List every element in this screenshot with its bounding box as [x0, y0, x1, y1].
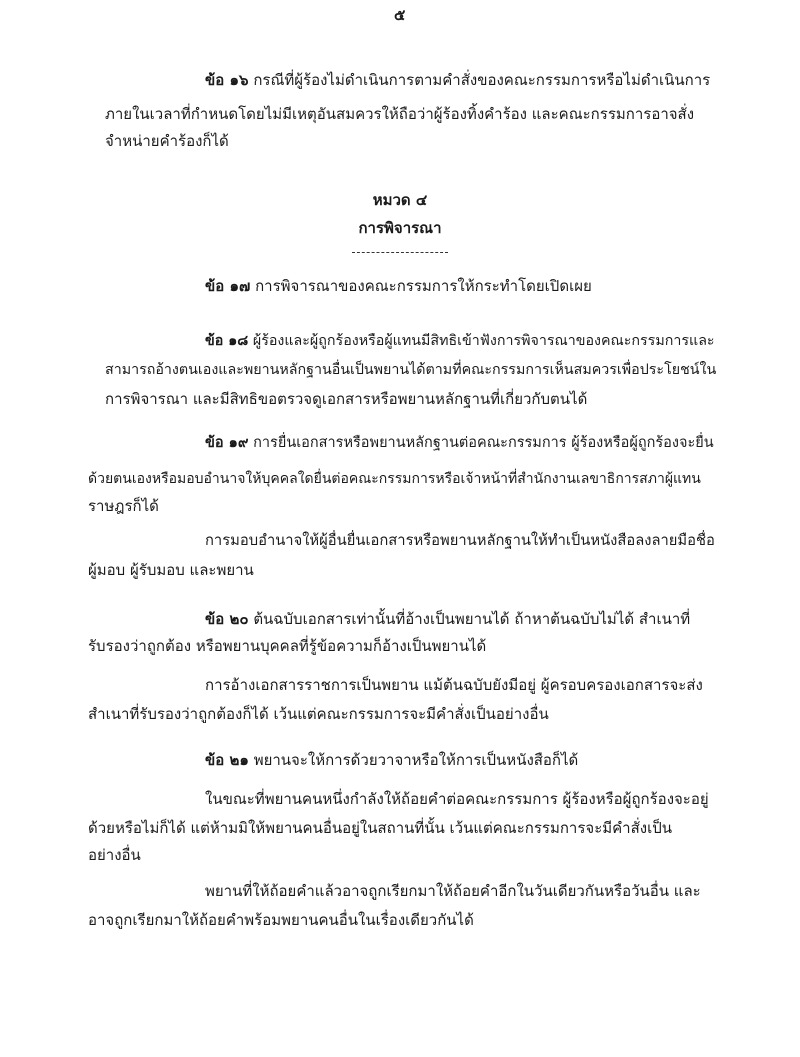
clause-21-para2-line-1: ในขณะที่พยานคนหนึ่งกำลังให้ถ้อยคำต่อคณะกรรมการ ผู้ร้องหรือผู้ถูกร้องจะอยู่: [205, 790, 709, 808]
clause-21-para2-line-2: ด้วยหรือไม่ก็ได้ แต่ห้ามมิให้พยานคนอื่นอยู่ในสถานที่นั้น เว้นแต่คณะกรรมการจะมีคำสั่งเป็น: [88, 819, 672, 837]
clause-17-line-1: ข้อ ๑๗ การพิจารณาของคณะกรรมการให้กระทำโดยเปิดเผย: [205, 277, 592, 295]
clause-19-line-2: ด้วยตนเองหรือมอบอำนาจให้บุคคลใดยื่นต่อคณะกรรมการหรือเจ้าหน้าที่สำนักงานเลขาธิการสภาผู้แทน: [88, 471, 701, 487]
clause-18-line-3: การพิจารณา และมีสิทธิขอตรวจดูเอกสารหรือพยานหลักฐานที่เกี่ยวกับตนได้: [105, 390, 588, 408]
clause-16-line-3: จำหน่ายคำร้องก็ได้: [105, 132, 229, 150]
clause-18-line-2: สามารถอ้างตนเองและพยานหลักฐานอื่นเป็นพยานได้ตามที่คณะกรรมการเห็นสมควรเพื่อประโยชน์ใน: [105, 362, 717, 378]
chapter-title: การพิจารณา: [358, 219, 442, 237]
divider-rule: [352, 252, 448, 253]
clause-19-label: ข้อ ๑๙: [205, 435, 249, 451]
clause-21-para3-line-1: พยานที่ให้ถ้อยคำแล้วอาจถูกเรียกมาให้ถ้อยคำอีกในวันเดียวกันหรือวันอื่น และ: [205, 882, 701, 900]
clause-18-label: ข้อ ๑๘: [205, 333, 249, 349]
clause-20-line-2: รับรองว่าถูกต้อง หรือพยานบุคคลที่รู้ข้อความก็อ้างเป็นพยานได้: [88, 637, 487, 655]
clause-21-label: ข้อ ๒๑: [205, 751, 249, 769]
clause-19-para2-line-1: การมอบอำนาจให้ผู้อื่นยื่นเอกสารหรือพยานหลักฐานให้ทำเป็นหนังสือลงลายมือชื่อ: [205, 532, 715, 549]
clause-19-para2-line-2: ผู้มอบ ผู้รับมอบ และพยาน: [88, 561, 254, 579]
clause-20-line-1: ข้อ ๒๐ ต้นฉบับเอกสารเท่านั้นที่อ้างเป็นพยานได้ ถ้าหาต้นฉบับไม่ได้ สำเนาที่: [205, 610, 691, 628]
chapter-heading: หมวด ๔: [372, 191, 428, 209]
clause-20-para2-line-2: สำเนาที่รับรองว่าถูกต้องก็ได้ เว้นแต่คณะกรรมการจะมีคำสั่งเป็นอย่างอื่น: [88, 705, 549, 723]
clause-17-label: ข้อ ๑๗: [205, 277, 251, 295]
clause-16-line-2: ภายในเวลาที่กำหนดโดยไม่มีเหตุอันสมควรให้ถือว่าผู้ร้องทิ้งคำร้อง และคณะกรรมการอาจสั่ง: [105, 105, 695, 123]
clause-20-para2-line-1: การอ้างเอกสารราชการเป็นพยาน แม้ต้นฉบับยังมีอยู่ ผู้ครอบครองเอกสารจะส่ง: [205, 676, 703, 694]
clause-19-line-1: ข้อ ๑๙ การยื่นเอกสารหรือพยานหลักฐานต่อคณะกรรมการ ผู้ร้องหรือผู้ถูกร้องจะยื่น: [205, 435, 714, 451]
clause-18-line-1: ข้อ ๑๘ ผู้ร้องและผู้ถูกร้องหรือผู้แทนมีสิทธิเข้าฟังการพิจารณาของคณะกรรมการและ: [205, 333, 715, 349]
clause-21-line-1: ข้อ ๒๑ พยานจะให้การด้วยวาจาหรือให้การเป็นหนังสือก็ได้: [205, 751, 579, 769]
clause-21-para2-line-3: อย่างอื่น: [88, 846, 141, 864]
clause-19-line-3: ราษฎรก็ได้: [88, 497, 159, 515]
clause-16-label: ข้อ ๑๖: [205, 71, 249, 89]
page-number: ๕: [394, 6, 406, 24]
clause-20-label: ข้อ ๒๐: [205, 610, 249, 628]
clause-16-line-1: ข้อ ๑๖ กรณีที่ผู้ร้องไม่ดำเนินการตามคำสั่งของคณะกรรมการหรือไม่ดำเนินการ: [205, 71, 711, 89]
clause-21-para3-line-2: อาจถูกเรียกมาให้ถ้อยคำพร้อมพยานคนอื่นในเรื่องเดียวกันได้: [88, 911, 474, 929]
